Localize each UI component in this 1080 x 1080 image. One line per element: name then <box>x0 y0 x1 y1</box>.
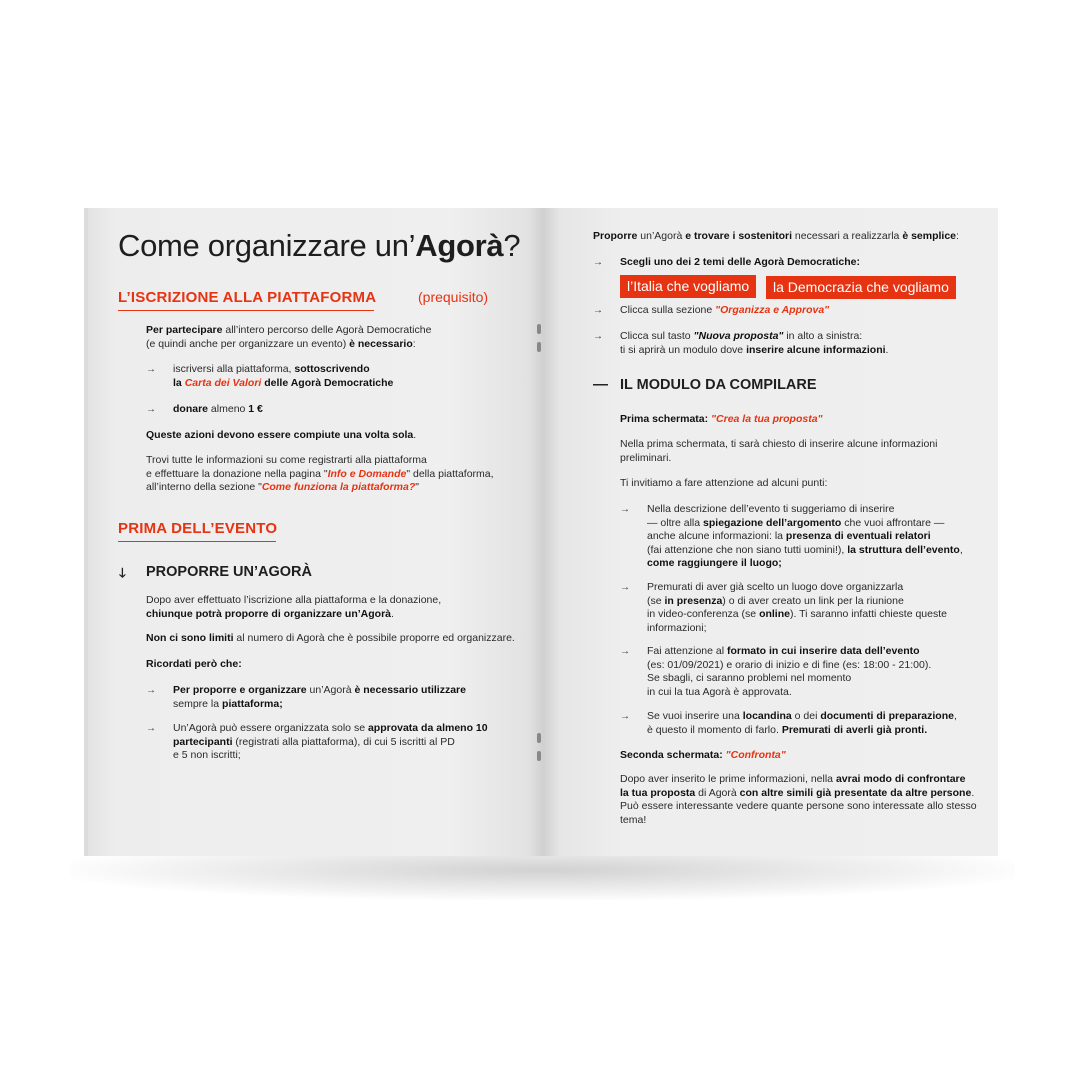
staple <box>537 733 541 743</box>
bullet-arrow-icon: → <box>146 685 156 696</box>
info-paragraph: Trovi tutte le informazioni su come registrarti alla piattaforma e effettuare la donazione nella pagina "Info e Domande" della piattaforma, all’interno della sezione "Come funziona la piattaforma?" <box>146 454 494 493</box>
dash-marker: — <box>593 376 608 393</box>
point-date-format: Fai attenzione al formato in cui inserire data dell’evento (es: 01/09/2021) e orario di inizio e di fine (es: 18:00 - 21:00). Se sbagli, ci saranno problemi nel momento in cui la tua Agorà è approvata. <box>647 645 932 698</box>
remember-label: Ricordati però che: <box>146 658 242 670</box>
bullet-arrow-icon: → <box>146 404 156 415</box>
staple <box>537 342 541 352</box>
step-new-proposal: Clicca sul tasto "Nuova proposta" in alto a sinistra: ti si aprirà un modulo dove inserire alcune informazioni. <box>620 330 889 356</box>
bullet-arrow-icon: → <box>620 711 630 722</box>
second-screen-label: Seconda schermata: "Confronta" <box>620 749 786 761</box>
propose-paragraph: Dopo aver effettuato l’iscrizione alla piattaforma e la donazione, chiunque potrà proporre di organizzare un’Agorà. <box>146 594 442 620</box>
page-title: Come organizzare un’Agorà? <box>118 228 521 263</box>
section-heading-registration: L’ISCRIZIONE ALLA PIATTAFORMA <box>118 289 374 311</box>
bullet-arrow-icon: → <box>620 504 630 515</box>
registration-intro: Per partecipare all’intero percorso delle Agorà Democratiche (e quindi anche per organizzare un evento) è necessario: <box>146 324 432 350</box>
down-arrow-icon: 🡓 <box>119 565 126 580</box>
list-item-subscribe: iscriversi alla piattaforma, sottoscrivendo la Carta dei Valori delle Agorà Democratiche <box>173 363 394 389</box>
module-heading: IL MODULO DA COMPILARE <box>620 377 817 393</box>
bullet-arrow-icon: → <box>593 331 603 342</box>
bullet-arrow-icon: → <box>620 646 630 657</box>
point-location: Premurati di aver già scelto un luogo dove organizzarla (se in presenza) o di aver creato un link per la riunione in video-conferenza (se online). Ti saranno infatti chieste queste informazioni; <box>647 581 947 634</box>
prerequisite-label: (prequisito) <box>418 289 489 305</box>
point-documents: Se vuoi inserire una locandina o dei documenti di preparazione, è questo il momento di farlo. Premurati di averli già pronti. <box>647 710 957 736</box>
bullet-arrow-icon: → <box>146 364 156 375</box>
list-item-use-platform: Per proporre e organizzare un’Agorà è necessario utilizzare sempre la piattaforma; <box>173 684 466 710</box>
first-screen-label: Prima schermata: "Crea la tua proposta" <box>620 413 823 425</box>
step-organize-section: Clicca sulla sezione "Organizza e Approva" <box>620 304 830 316</box>
second-screen-paragraph: Dopo aver inserito le prime informazioni, nella avrai modo di confrontare la tua proposta di Agorà con altre simili già presentate da altre persone. Può essere interessante vedere quante persone sono interessate allo stesso tema! <box>620 773 977 826</box>
first-screen-paragraph: Nella prima schermata, ti sarà chiesto di inserire alcune informazioni preliminari. <box>620 438 938 464</box>
staple <box>537 751 541 761</box>
subheading-propose: PROPORRE UN’AGORÀ <box>146 564 312 580</box>
section-heading-before-event: PRIMA DELL’EVENTO <box>118 520 276 542</box>
point-description: Nella descrizione dell’evento ti suggeriamo di inserire — oltre alla spiegazione dell’argomento che vuoi affrontare — anche alcune informazioni: la presenza di eventuali relatori (fai attenzione che non siano tutti uomini!), la struttura dell’evento, come raggiungere il luogo; <box>647 503 963 569</box>
one-time-note: Queste azioni devono essere compiute una volta sola. <box>146 429 417 441</box>
bullet-arrow-icon: → <box>620 582 630 593</box>
no-limits-paragraph: Non ci sono limiti al numero di Agorà che è possibile proporre ed organizzare. <box>146 632 515 644</box>
step-choose-theme: Scegli uno dei 2 temi delle Agorà Democratiche: <box>620 256 861 268</box>
staple <box>537 324 541 334</box>
bullet-arrow-icon: → <box>146 723 156 734</box>
list-item-approval: Un’Agorà può essere organizzata solo se approvata da almeno 10 partecipanti (registrati alla piattaforma), di cui 5 iscritti al PD e 5 non iscritti; <box>173 722 488 761</box>
bullet-arrow-icon: → <box>593 257 603 268</box>
theme-tag-democrazia: la Democrazia che vogliamo <box>766 276 956 299</box>
right-intro: Proporre un’Agorà e trovare i sostenitori necessari a realizzarla è semplice: <box>593 230 959 242</box>
list-item-donate: donare almeno 1 € <box>173 403 263 415</box>
theme-tag-italia: l’Italia che vogliamo <box>620 275 756 298</box>
bullet-arrow-icon: → <box>593 305 603 316</box>
attention-paragraph: Ti invitiamo a fare attenzione ad alcuni punti: <box>620 477 828 489</box>
